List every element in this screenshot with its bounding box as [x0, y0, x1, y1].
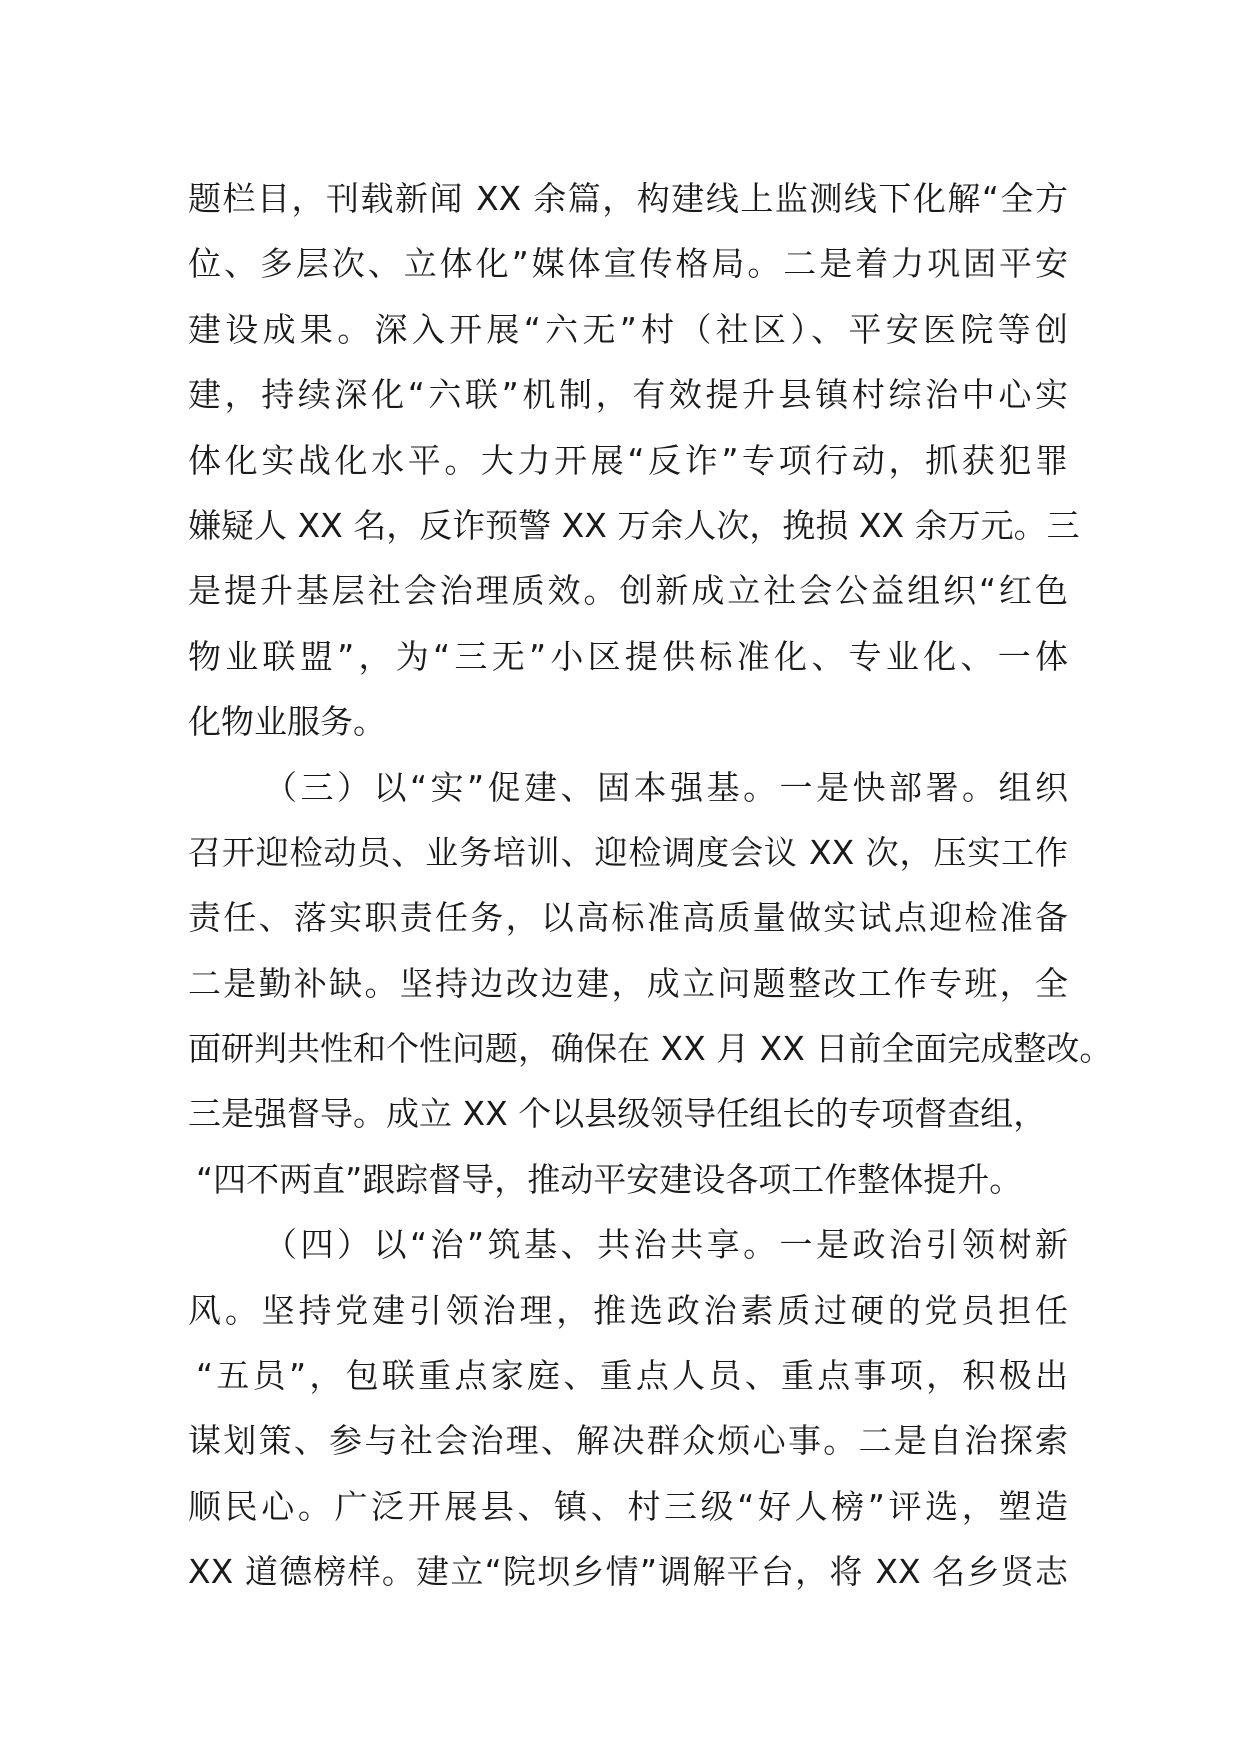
text-line: “四不两直”跟踪督导，推动平安建设各项工作整体提升。: [196, 1159, 1023, 1199]
text-line: 题栏目，刊载新闻 XX 余篇，构建线上监测线下化解“全方: [188, 179, 1068, 218]
text-line: 面研判共性和个性问题，确保在 XX 月 XX 日前全面完成整改。: [188, 1029, 1113, 1069]
text-line: XX 道德榜样。建立“院坝乡情”调解平台，将 XX 名乡贤志: [188, 1552, 1068, 1592]
text-line: 体化实战化水平。大力开展“反诈”专项行动，抓获犯罪: [188, 440, 1068, 480]
text-line: 物业联盟”，为“三无”小区提供标准化、专业化、一体: [188, 636, 1068, 676]
text-line: 二是勤补缺。坚持边改边建，成立问题整改工作专班，全: [188, 963, 1068, 1003]
text-line: （三）以“实”促建、固本强基。一是快部署。组织: [264, 767, 1068, 807]
text-line: 三是强督导。成立 XX 个以县级领导任组长的专项督查组，: [188, 1094, 1047, 1134]
text-line: 召开迎检动员、业务培训、迎检调度会议 XX 次，压实工作: [188, 832, 1068, 872]
text-line: 建设成果。深入开展“六无”村（社区）、平安医院等创: [188, 309, 1068, 349]
text-line: （四）以“治”筑基、共治共享。一是政治引领树新: [264, 1225, 1068, 1265]
text-line: 谋划策、参与社会治理、解决群众烦心事。二是自治探索: [188, 1421, 1068, 1461]
text-line: 建，持续深化“六联”机制，有效提升县镇村综治中心实: [188, 375, 1068, 415]
text-line: 嫌疑人 XX 名，反诈预警 XX 万余人次，挽损 XX 余万元。三: [188, 505, 1080, 545]
text-line: 责任、落实职责任务，以高标准高质量做实试点迎检准备: [188, 898, 1068, 938]
text-line: 化物业服务。: [188, 702, 386, 742]
text-line: 是提升基层社会治理质效。创新成立社会公益组织“红色: [188, 571, 1068, 611]
text-line: “五员”，包联重点家庭、重点人员、重点事项，积极出: [196, 1356, 1068, 1396]
text-line: 位、多层次、立体化”媒体宣传格局。二是着力巩固平安: [188, 244, 1068, 284]
text-line: 顺民心。广泛开展县、镇、村三级“好人榜”评选，塑造: [188, 1486, 1068, 1526]
document-body: [188, 166, 1113, 1605]
text-line: 风。坚持党建引领治理，推选政治素质过硬的党员担任: [188, 1290, 1068, 1330]
